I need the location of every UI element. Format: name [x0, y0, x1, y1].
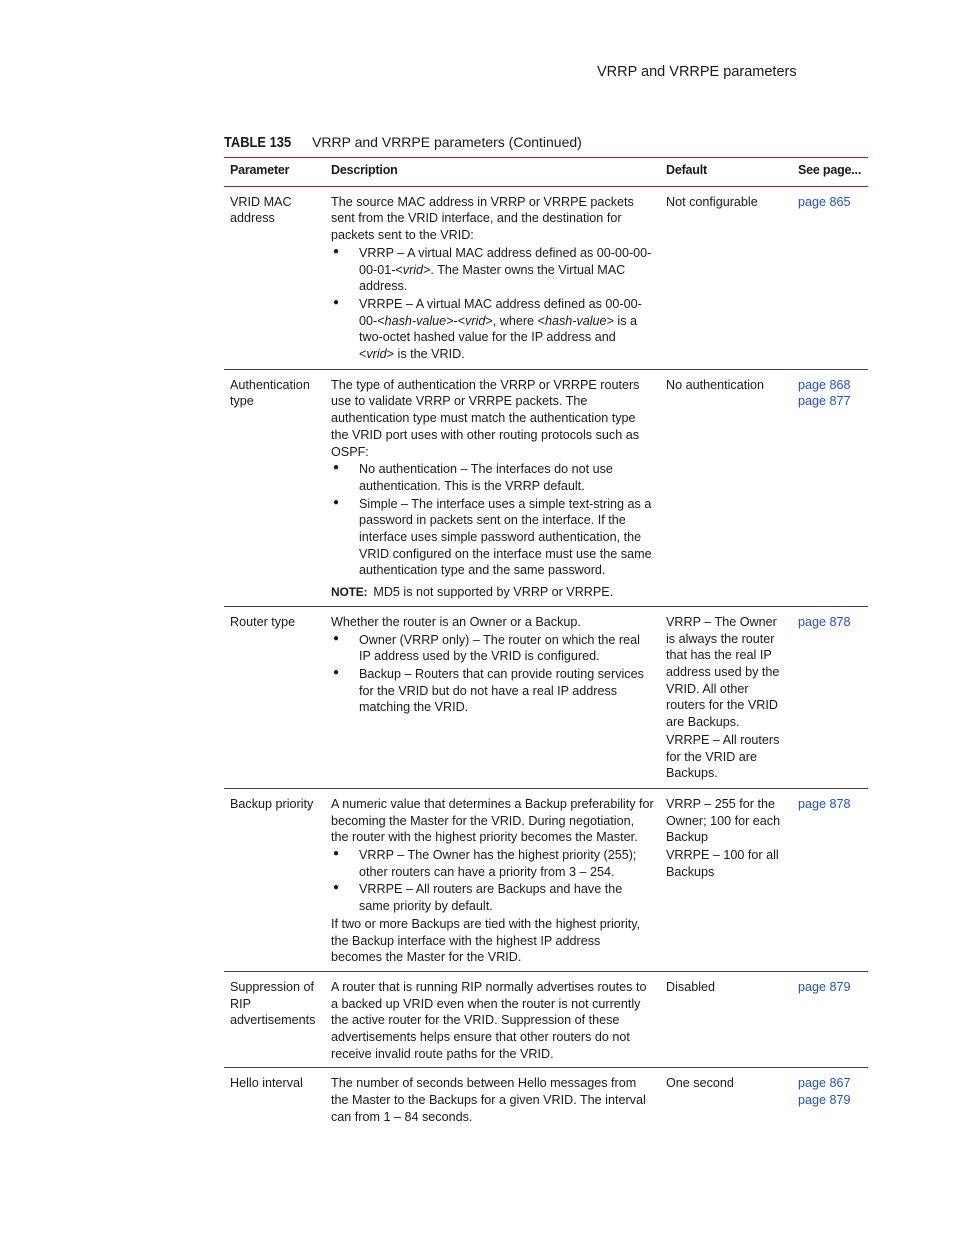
note	[331, 584, 654, 601]
running-header: VRRP and VRRPE parameters	[597, 64, 797, 80]
description-text: The number of seconds between Hello messages from the Master to the Backups for a given VRID. The interval can from 1 – 84 seconds.	[331, 1076, 646, 1124]
default-text: VRRPE – All routers for the VRID are Backups.	[666, 732, 780, 781]
table-header-row	[224, 158, 868, 187]
bullet-item: ● No authentication – The interfaces do not use authentication. This is the VRRP default.	[331, 461, 654, 494]
default-text: VRRP – The Owner is always the router that has the real IP address used by the VRID. All other routers for the VRID are Backups.	[666, 614, 780, 730]
parameter-cell: VRID MAC address	[230, 194, 292, 226]
see-page-cell	[792, 971, 868, 1068]
page-link[interactable]: page 867	[798, 1076, 851, 1091]
page-link[interactable]: page 878	[798, 796, 851, 811]
page-link[interactable]: page 865	[798, 194, 851, 209]
bullet-item: ● VRRP – A virtual MAC address defined as 00-00-00-00-01-<vrid>. The Master owns the Virtual MAC address.	[331, 245, 654, 295]
table-row	[224, 971, 868, 1068]
default-text: One second	[666, 1076, 734, 1091]
bullet-item: ● VRRP – The Owner has the highest priority (255); other routers can have a priority from 3 – 254.	[331, 847, 654, 880]
see-page-cell	[792, 1068, 868, 1131]
description-text: The type of authentication the VRRP or VRRPE routers use to validate VRRP or VRRPE packets. The authentication type must match the authentication type the VRID port uses with other routing protocols such as OSPF:	[331, 377, 640, 459]
column-header-parameter: Parameter	[230, 163, 290, 177]
column-header-default: Default	[666, 163, 707, 177]
bullet-list	[331, 245, 654, 363]
description-cell	[325, 186, 660, 369]
default-cell	[660, 971, 792, 1068]
description-cell	[325, 1068, 660, 1131]
see-page-cell	[792, 606, 868, 788]
bullet-list	[331, 847, 654, 915]
bullet-item: ● VRRPE – All routers are Backups and have the same priority by default.	[331, 881, 654, 914]
parameter-cell: Suppression of RIP advertisements	[230, 979, 316, 1028]
bullet-item: ● Owner (VRRP only) – The router on which the real IP address used by the VRID is configured.	[331, 632, 654, 665]
default-cell	[660, 606, 792, 788]
description-cell	[325, 971, 660, 1068]
column-header-see-page: See page...	[798, 163, 862, 177]
bullet-list	[331, 632, 654, 717]
default-cell	[660, 1068, 792, 1131]
parameter-cell: Router type	[230, 614, 296, 629]
table-row	[224, 369, 868, 606]
parameter-cell: Authentication type	[230, 377, 310, 409]
default-cell	[660, 788, 792, 971]
parameters-table	[224, 157, 868, 1131]
table-row	[224, 606, 868, 788]
description-text: A numeric value that determines a Backup preferability for becoming the Master for the VRID. During negotiation, the router with the highest priority becomes the Master.	[331, 796, 654, 845]
see-page-cell	[792, 369, 868, 606]
default-text: Not configurable	[666, 194, 758, 209]
page-link[interactable]: page 868	[798, 377, 851, 392]
see-page-cell	[792, 788, 868, 971]
note-label: NOTE:	[331, 585, 368, 600]
bullet-list	[331, 461, 654, 579]
bullet-item: ● Backup – Routers that can provide routing services for the VRID but do not have a real IP address matching the VRID.	[331, 666, 654, 716]
default-text: Disabled	[666, 979, 716, 994]
default-cell	[660, 186, 792, 369]
page-link[interactable]: page 878	[798, 614, 851, 629]
table-caption	[224, 134, 582, 151]
page-link[interactable]: page 879	[798, 1093, 851, 1108]
default-text: VRRP – 255 for the Owner; 100 for each Backup	[666, 796, 781, 845]
default-text: No authentication	[666, 377, 765, 392]
see-page-cell	[792, 186, 868, 369]
description-text: Whether the router is an Owner or a Backup.	[331, 614, 581, 629]
page-link[interactable]: page 877	[798, 394, 851, 409]
note-text: MD5 is not supported by VRRP or VRRPE.	[373, 585, 614, 600]
description-cell	[325, 369, 660, 606]
column-header-description: Description	[331, 163, 398, 177]
description-followup-text: If two or more Backups are tied with the highest priority, the Backup interface with the highest IP address becomes the Master for the VRID.	[331, 916, 641, 965]
page-link[interactable]: page 879	[798, 979, 851, 994]
default-text: VRRPE – 100 for all Backups	[666, 848, 779, 879]
table-number: TABLE 135	[224, 134, 292, 151]
description-text: The source MAC address in VRRP or VRRPE packets sent from the VRID interface, and the destination for packets sent to the VRID:	[331, 194, 634, 243]
default-cell	[660, 369, 792, 606]
description-text: A router that is running RIP normally advertises routes to a backed up VRID even when the router is not currently the active router for the VRID. Suppression of these advertisements helps ensure that other routers do not receive invalid route paths for the VRID.	[331, 979, 647, 1061]
table-title: VRRP and VRRPE parameters (Continued)	[312, 134, 582, 150]
bullet-item: ● VRRPE – A virtual MAC address defined as 00-00-00-<hash-value>-<vrid>, where <hash-value> is a two-octet hashed value for the IP address and <vrid> is the VRID.	[331, 296, 654, 363]
table-row	[224, 1068, 868, 1131]
description-cell	[325, 606, 660, 788]
table-row	[224, 186, 868, 369]
table-row	[224, 788, 868, 971]
description-cell	[325, 788, 660, 971]
bullet-item: ● Simple – The interface uses a simple text-string as a password in packets sent on the interface. If the interface uses simple password authentication, the VRID configured on the interface must use the same authentication type and the same password.	[331, 496, 654, 580]
parameter-cell: Hello interval	[230, 1076, 303, 1091]
parameter-cell: Backup priority	[230, 796, 314, 811]
